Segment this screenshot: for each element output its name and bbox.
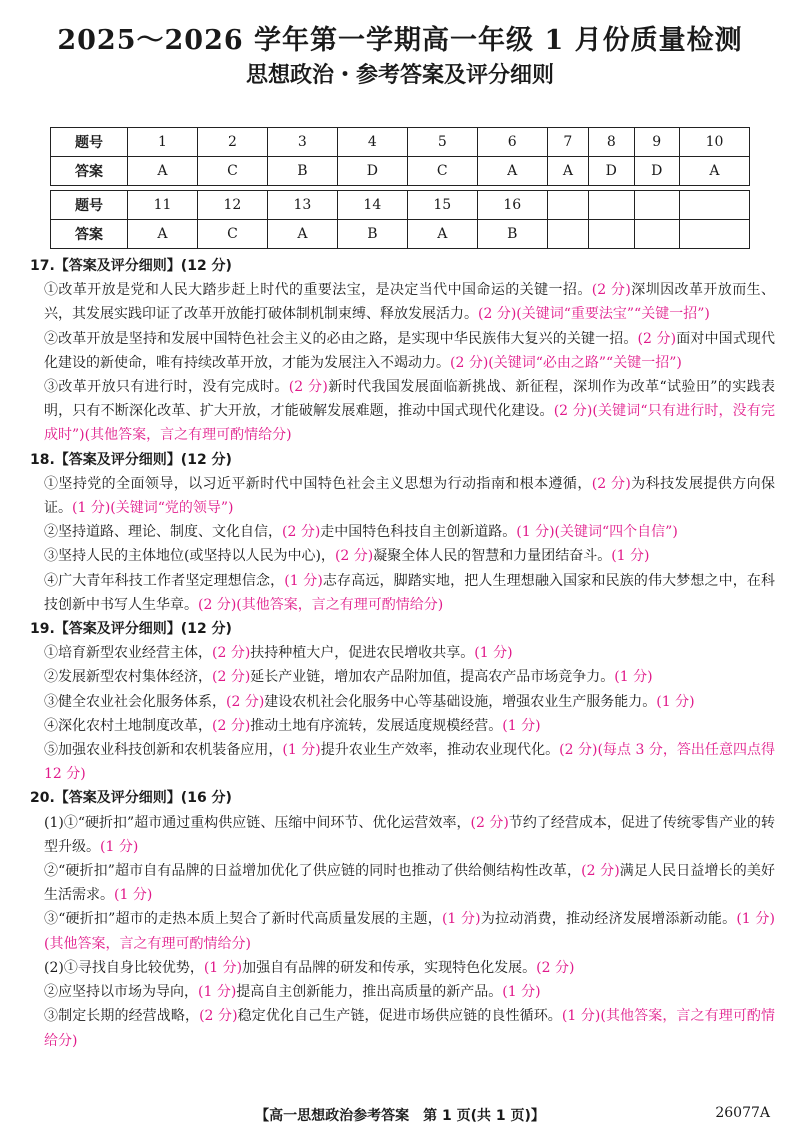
answer-cell: A — [547, 157, 588, 186]
answer-label: 答案 — [51, 220, 128, 249]
q18-point-1: ①坚持党的全面领导，以习近平新时代中国特色社会主义思想为行动指南和根本遵循，(2 分)为科技发展提供方向保证。(1 分)(关键词“党的领导”) — [44, 475, 776, 517]
question-number: 12 — [197, 191, 267, 220]
question-number — [589, 191, 634, 220]
question-number: 16 — [477, 191, 547, 220]
answer-cell: D — [634, 157, 679, 186]
q17-point-1: ①改革开放是党和人民大踏步赶上时代的重要法宝，是决定当代中国命运的关键一招。(2 分)深圳因改革开放而生、兴，其发展实践印证了改革开放能打破体制机制束缚、释放发展活力。(2 分)(关键词“重要法宝”“关键一招”) — [44, 282, 776, 323]
question-number: 8 — [589, 128, 634, 157]
question-17-heading: 17.【答案及评分细则】(12 分) — [30, 258, 232, 274]
question-number — [547, 191, 588, 220]
q20-point-5: ②应坚持以市场为导向，(1 分)提高自主创新能力，推出高质量的新产品。(1 分) — [44, 984, 541, 1001]
footer-paper-code: 26077A — [715, 1105, 770, 1121]
question-number: 13 — [267, 191, 337, 220]
answer-content — [30, 254, 775, 1053]
q20-point-6: ③制定长期的经营战略，(2 分)稳定优化自己生产链，促进市场供应链的良性循环。(1 分)(其他答案，言之有理可酌情给分) — [44, 1008, 776, 1049]
q18-point-3: ③坚持人民的主体地位(或坚持以人民为中心)，(2 分)凝聚全体人民的智慧和力量团结奋斗。(1 分) — [44, 548, 650, 565]
q20-point-2: ②“硬折扣”超市自有品牌的日益增加优化了供应链的同时也推动了供给侧结构性改革，(2 分)满足人民日益增长的美好生活需求。(1 分) — [44, 863, 776, 904]
q17-point-3: ③改革开放只有进行时，没有完成时。(2 分)新时代我国发展面临新挑战、新征程，深圳作为改革“试验田”的实践表明，只有不断深化改革、扩大开放，才能破解发展难题，推动中国式现代化建设。(2 分)(关键词“只有进行时，没有完成时”)(其他答案，言之有理可酌情给分) — [44, 379, 775, 444]
q19-point-3: ③健全农业社会化服务体系，(2 分)建设农机社会化服务中心等基础设施，增强农业生产服务能力。(1 分) — [44, 693, 695, 710]
answer-cell: A — [267, 220, 337, 249]
answer-label: 答案 — [51, 157, 128, 186]
page-title: 2025～2026 学年第一学期高一年级 1 月份质量检测 — [57, 25, 743, 56]
question-number: 15 — [407, 191, 477, 220]
question-number: 1 — [128, 128, 198, 157]
header-label: 题号 — [51, 128, 128, 157]
answer-cell: A — [679, 157, 749, 186]
q19-point-1: ①培育新型农业经营主体，(2 分)扶持种植大户，促进农民增收共享。(1 分) — [44, 645, 513, 662]
answer-cell: C — [197, 157, 267, 186]
question-number: 2 — [197, 128, 267, 157]
question-number: 5 — [407, 128, 477, 157]
answer-cell — [547, 220, 588, 249]
answer-cell: C — [407, 157, 477, 186]
question-number: 11 — [128, 191, 198, 220]
question-number: 9 — [634, 128, 679, 157]
answer-cell: A — [128, 220, 198, 249]
question-number: 3 — [267, 128, 337, 157]
answer-cell: B — [477, 220, 547, 249]
answer-cell: B — [337, 220, 407, 249]
question-number: 6 — [477, 128, 547, 157]
header-label: 题号 — [51, 191, 128, 220]
table-row-answers-2 — [51, 220, 750, 249]
answer-cell: D — [337, 157, 407, 186]
answer-cell — [589, 220, 634, 249]
answer-cell: C — [197, 220, 267, 249]
question-number: 14 — [337, 191, 407, 220]
question-number: 4 — [337, 128, 407, 157]
answer-table — [50, 127, 750, 249]
answer-cell: A — [128, 157, 198, 186]
q18-point-2: ②坚持道路、理论、制度、文化自信，(2 分)走中国特色科技自主创新道路。(1 分)(关键词“四个自信”) — [44, 524, 678, 541]
question-number: 10 — [679, 128, 749, 157]
q20-point-3: ③“硬折扣”超市的走热本质上契合了新时代高质量发展的主题，(1 分)为拉动消费，推动经济发展增添新动能。(1 分)(其他答案，言之有理可酌情给分) — [44, 911, 775, 952]
answer-cell — [679, 220, 749, 249]
q19-point-4: ④深化农村土地制度改革，(2 分)推动土地有序流转，发展适度规模经营。(1 分) — [44, 717, 541, 734]
question-number: 7 — [547, 128, 588, 157]
question-number — [679, 191, 749, 220]
answer-cell: A — [477, 157, 547, 186]
table-row-numbers-2 — [51, 191, 750, 220]
table-row-numbers-1 — [51, 128, 750, 157]
q17-point-2: ②改革开放是坚持和发展中国特色社会主义的必由之路，是实现中华民族伟大复兴的关键一招。(2 分)面对中国式现代化建设的新使命，唯有持续改革开放，才能为发展注入不竭动力。(2 分)(关键词“必由之路”“关键一招”) — [44, 330, 776, 371]
answer-cell — [634, 220, 679, 249]
page-subtitle: 思想政治・参考答案及评分细则 — [245, 63, 554, 88]
question-20-heading: 20.【答案及评分细则】(16 分) — [30, 790, 232, 807]
question-19-heading: 19.【答案及评分细则】(12 分) — [30, 621, 232, 638]
q18-point-4: ④广大青年科技工作者坚定理想信念，(1 分)志存高远，脚踏实地，把人生理想融入国家和民族的伟大梦想之中，在科技创新中书写人生华章。(2 分)(其他答案，言之有理可酌情给分) — [44, 572, 776, 613]
q19-point-2: ②发展新型农村集体经济，(2 分)延长产业链，增加农产品附加值，提高农产品市场竞争力。(1 分) — [44, 669, 653, 686]
q20-point-4: (2)①寻找自身比较优势，(1 分)加强自有品牌的研发和传承，实现特色化发展。(2 分) — [44, 959, 575, 976]
answer-cell: A — [407, 220, 477, 249]
footer-page-info: 【高一思想政治参考答案 第 1 页(共 1 页)】 — [255, 1108, 545, 1124]
answer-cell: D — [589, 157, 634, 186]
question-number — [634, 191, 679, 220]
answer-cell: B — [267, 157, 337, 186]
q19-point-5: ⑤加强农业科技创新和农机装备应用，(1 分)提升农业生产效率，推动农业现代化。(2 分)(每点 3 分，答出任意四点得 12 分) — [44, 742, 776, 783]
table-row-answers-1 — [51, 157, 750, 186]
question-18-heading: 18.【答案及评分细则】(12 分) — [30, 451, 232, 468]
q20-point-1: (1)①“硬折扣”超市通过重构供应链、压缩中间环节、优化运营效率，(2 分)节约了经营成本，促进了传统零售产业的转型升级。(1 分) — [44, 814, 776, 855]
